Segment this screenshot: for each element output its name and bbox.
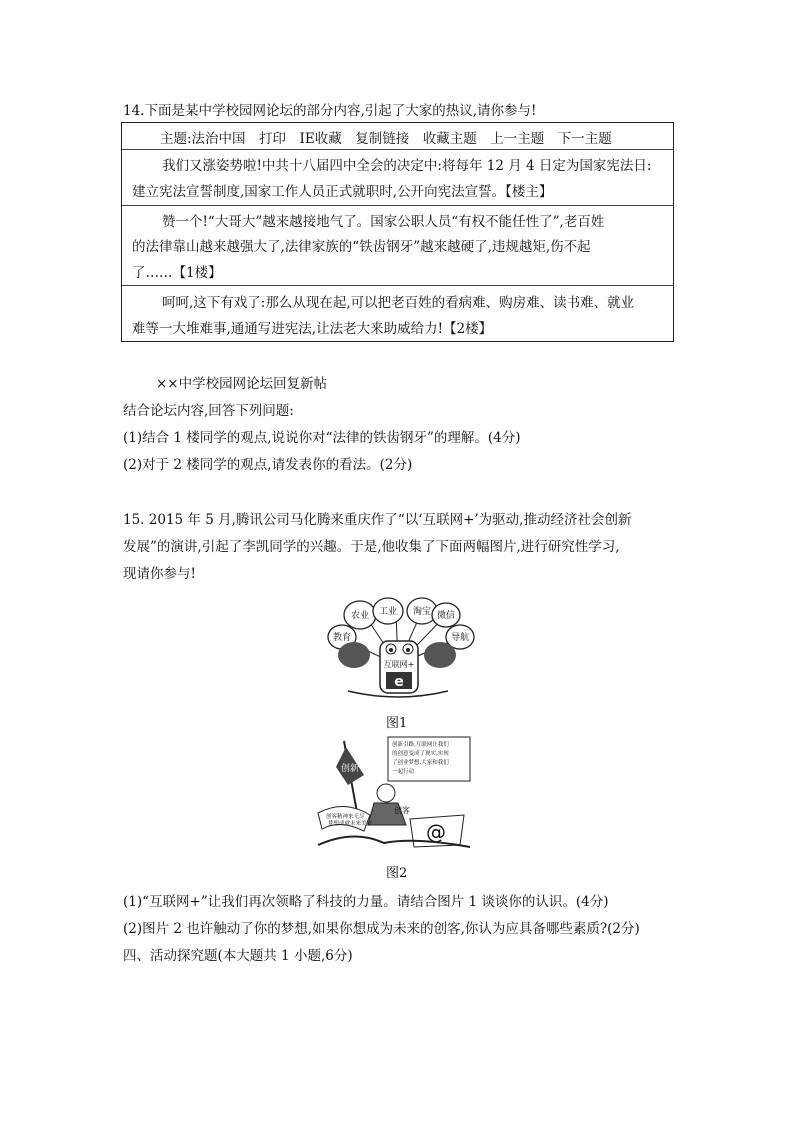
- svg-text:e: e: [394, 674, 404, 690]
- post-line: 呵呵,这下有戏了:那么从现在起,可以把老百姓的看病难、购房难、读书难、就业: [162, 295, 635, 311]
- q15-question-1: (1)“互联网+”让我们再次领略了科技的力量。请结合图片 1 谈谈你的认识。(4分): [123, 894, 609, 910]
- balloon-label: 工业: [378, 607, 398, 617]
- center-label: 互联网+: [383, 660, 415, 669]
- q14-prompt: 结合论坛内容,回答下列问题:: [123, 403, 294, 419]
- speech-line: 的创意变成了现实,实现: [392, 751, 449, 757]
- balloon-label: 淘宝: [412, 607, 432, 617]
- q14-question-1: (1)结合 1 楼同学的观点,说说你对“法律的铁齿钢牙”的理解。(4分): [123, 430, 521, 446]
- balloon-label: 导航: [450, 633, 470, 643]
- q15-stem-line: 现请你参与!: [123, 566, 196, 582]
- figure-1-illustration: [318, 595, 478, 707]
- section-4-heading: 四、活动探究题(本大题共 1 小题,6分): [123, 948, 353, 964]
- post-line: 难等一大堆难事,通通写进宪法,让法老大来助威给力!【2楼】: [132, 321, 493, 337]
- figure-2-illustration: [314, 733, 474, 853]
- figure-1-caption: 图1: [386, 716, 408, 731]
- post-line: 赞一个!“大哥大”越来越接地气了。国家公职人员“有权不能任性了”,老百姓: [162, 214, 605, 230]
- person-label: 创客: [394, 806, 410, 815]
- forum-header: 主题:法治中国 打印 IE收藏 复制链接 收藏主题 上一主题 下一主题: [160, 131, 612, 147]
- q14-stem: 14.下面是某中学校园网论坛的部分内容,引起了大家的热议,请你参与!: [123, 103, 537, 119]
- person-head: [377, 784, 395, 802]
- post-line: 建立宪法宣誓制度,国家工作人员正式就职时,公开向宪法宣誓。【楼主】: [132, 184, 553, 200]
- balloon-label: 农业: [350, 611, 370, 621]
- balloon-label: 微信: [436, 611, 456, 621]
- flag-label: 创新: [340, 764, 360, 774]
- post-line: 的法律靠山越来越强大了,法律家族的“铁齿钢牙”越来越硬了,违规越矩,伤不起: [132, 239, 591, 255]
- q15-stem-line: 发展”的演讲,引起了李凯同学的兴趣。于是,他收集了下面两幅图片,进行研究性学习,: [123, 539, 620, 555]
- q15-question-2: (2)图片 2 也许触动了你的梦想,如果你想成为未来的创客,你认为应具备哪些素质?(2分): [123, 921, 640, 937]
- post-line: 我们又涨姿势啦!中共十八届四中全会的决定中:将每年 12 月 4 日定为国家宪法日:: [162, 158, 652, 174]
- banner-line: 梦想成就未来美好: [328, 821, 373, 827]
- speech-line: 了创业梦想,大家和我们: [392, 760, 449, 766]
- forum-post-host: [122, 149, 673, 206]
- forum-caption: ××中学校园网论坛回复新帖: [156, 376, 328, 392]
- q15-stem-line: 15. 2015 年 5 月,腾讯公司马化腾来重庆作了“以‘互联网+’为驱动,推动经济社会创新: [123, 512, 632, 528]
- forum-table: [121, 122, 674, 342]
- forum-post-floor-2: [122, 285, 673, 342]
- at-icon: @: [426, 820, 446, 844]
- post-line: 了……【1楼】: [132, 265, 222, 281]
- figure-2-caption: 图2: [386, 866, 408, 881]
- banner-line: 创客精神来无尽: [326, 814, 365, 820]
- speech-line: 一起行动: [392, 769, 415, 775]
- q14-question-2: (2)对于 2 楼同学的观点,请发表你的看法。(2分): [123, 457, 413, 473]
- speech-line: 创新引路,互联网让我们: [392, 742, 449, 748]
- balloon-label: 教育: [332, 633, 352, 643]
- forum-post-floor-1: [122, 205, 673, 286]
